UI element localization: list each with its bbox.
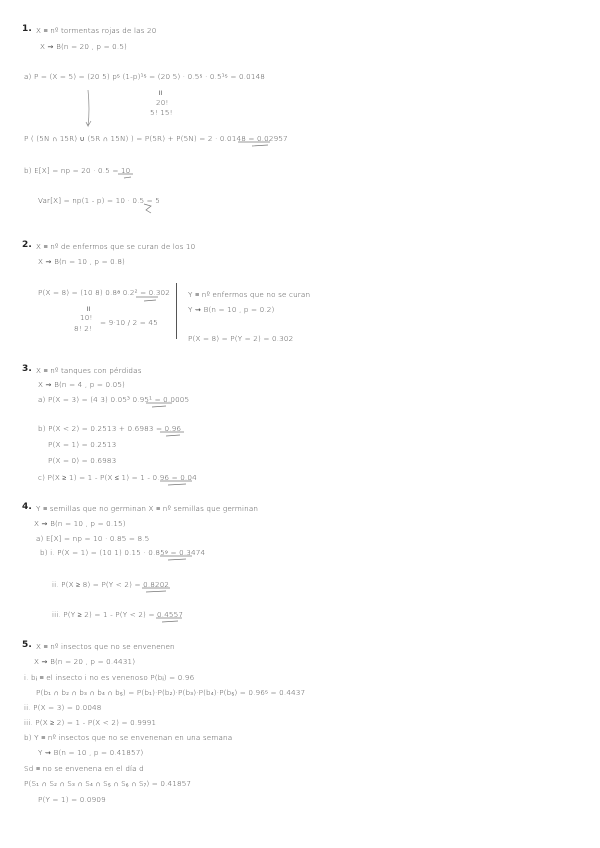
problem-1-union: P ( (5N ∩ 15R) ∪ (5R ∩ 15N) ) = P(5R) + P(5N) = 2 · 0.0148 = 0.02957 xyxy=(24,134,288,143)
problem-2-distribution: X ⇝ B(n = 10 , p = 0.8) xyxy=(38,257,126,266)
problem-3-part-c: c) P(X ≥ 1) = 1 - P(X ≤ 1) = 1 - 0.96 = 0.04 xyxy=(38,473,197,482)
problem-4-distribution: X ⇝ B(n = 10 , p = 0.15) xyxy=(34,519,126,528)
problem-2-definition: X ≡ nº de enfermos que se curan de los 10 xyxy=(36,242,196,251)
problem-3-part-a: a) P(X = 3) = (4 3) 0.05³ 0.95¹ = 0.0005 xyxy=(38,395,190,404)
problem-3-distribution: X ⇝ B(n = 4 , p = 0.05) xyxy=(38,380,126,389)
arrow-mark xyxy=(86,90,91,126)
problem-1-equals: ॥ xyxy=(158,88,163,97)
problem-1-number: 1. xyxy=(22,24,32,34)
problem-2-y-definition: Y ≡ nº enfermos que no se curan xyxy=(188,290,311,299)
underline-mark xyxy=(160,556,192,560)
problem-5-part-ii: ii. P(X = 3) = 0.0048 xyxy=(24,703,102,712)
problem-2-equals: ॥ xyxy=(86,304,91,313)
underline-mark xyxy=(142,588,170,592)
problem-2-y-equality: P(X = 8) = P(Y = 2) = 0.302 xyxy=(188,334,294,343)
underline-mark xyxy=(160,481,192,485)
problem-5-sd-definition: Sd ≡ no se envenena en el día d xyxy=(24,764,144,773)
underline-mark xyxy=(144,204,151,213)
problem-5-part-i-product: P(b₁ ∩ b₂ ∩ b₃ ∩ b₄ ∩ b₅) = P(b₁)·P(b₂)·P(b₃)·P(b₄)·P(b₅) = 0.96⁵ = 0.4437 xyxy=(36,688,306,697)
problem-4-number: 4. xyxy=(22,502,32,512)
problem-3-definition: X ≡ nº tanques con pérdidas xyxy=(36,366,142,375)
problem-4-part-b-i: b) i. P(X = 1) = (10 1) 0.15 · 0.85⁹ = 0.3474 xyxy=(40,548,206,557)
problem-5-part-iii: iii. P(X ≥ 2) = 1 - P(X < 2) = 0.9991 xyxy=(24,718,157,727)
problem-5-part-i: i. bᵢ ≡ el insecto i no es venenoso P(bᵢ) = 0.96 xyxy=(24,673,195,682)
problem-1-part-b: b) E[X] = np = 20 · 0.5 = 10 xyxy=(24,166,131,175)
underline-mark xyxy=(238,142,270,146)
problem-2-part-a: P(X = 8) = (10 8) 0.8⁸ 0.2² = 0.302 xyxy=(38,288,170,297)
problem-3-p-one: P(X = 1) = 0.2513 xyxy=(48,440,117,449)
problem-2-fraction-denominator: 8! 2! xyxy=(74,324,92,333)
underline-mark xyxy=(156,618,182,622)
problem-5-part-b-distribution: Y ⇝ B(n = 10 , p = 0.41857) xyxy=(38,748,144,757)
underline-mark xyxy=(136,297,158,301)
problem-4-part-b-iii: iii. P(Y ≥ 2) = 1 - P(Y < 2) = 0.4557 xyxy=(52,610,184,619)
problem-2-fraction-numerator: 10! xyxy=(80,313,93,322)
problem-1-variance: Var[X] = np(1 - p) = 10 · 0.5 = 5 xyxy=(38,196,161,205)
underline-mark xyxy=(146,403,172,407)
problem-3-number: 3. xyxy=(22,364,32,374)
underline-mark xyxy=(160,432,184,436)
problem-4-part-a: a) E[X] = np = 10 · 0.85 = 8.5 xyxy=(36,534,150,543)
problem-1-distribution: X ⇝ B(n = 20 , p = 0.5) xyxy=(40,42,128,51)
problem-3-part-b: b) P(X < 2) = 0.2513 + 0.6983 = 0.96 xyxy=(38,424,182,433)
problem-1-definition: X ≡ nº tormentas rojas de las 20 xyxy=(36,26,157,35)
problem-1-fraction-numerator: 20! xyxy=(156,98,169,107)
problem-5-sd-product: P(S₁ ∩ S₂ ∩ S₃ ∩ S₄ ∩ S₅ ∩ S₆ ∩ S₇) = 0.41857 xyxy=(24,779,192,788)
underline-mark xyxy=(118,174,133,178)
problem-5-distribution: X ⇝ B(n = 20 , p = 0.4431) xyxy=(34,657,136,666)
problem-5-part-b: b) Y ≡ nº insectos que no se envenenan en una semana xyxy=(24,733,233,742)
problem-1-part-a: a) P = (X = 5) = (20 5) p⁵ (1-p)¹⁵ = (20 5) · 0.5⁵ · 0.5¹⁵ = 0.0148 xyxy=(24,72,266,81)
problem-3-p-zero: P(X = 0) = 0.6983 xyxy=(48,456,117,465)
problem-5-number: 5. xyxy=(22,640,32,650)
problem-4-definition: Y ≡ semillas que no germinan X ≡ nº semillas que germinan xyxy=(36,504,259,513)
problem-1-fraction-denominator: 5! 15! xyxy=(150,108,173,117)
problem-2-number: 2. xyxy=(22,240,32,250)
problem-4-part-b-ii: ii. P(X ≥ 8) = P(Y < 2) = 0.8202 xyxy=(52,580,170,589)
problem-5-definition: X ≡ nº insectos que no se envenenen xyxy=(36,642,175,651)
problem-2-fraction-result: = 9·10 / 2 = 45 xyxy=(100,318,158,327)
problem-5-final: P(Y = 1) = 0.0909 xyxy=(38,795,106,804)
problem-2-y-distribution: Y ⇝ B(n = 10 , p = 0.2) xyxy=(188,305,275,314)
